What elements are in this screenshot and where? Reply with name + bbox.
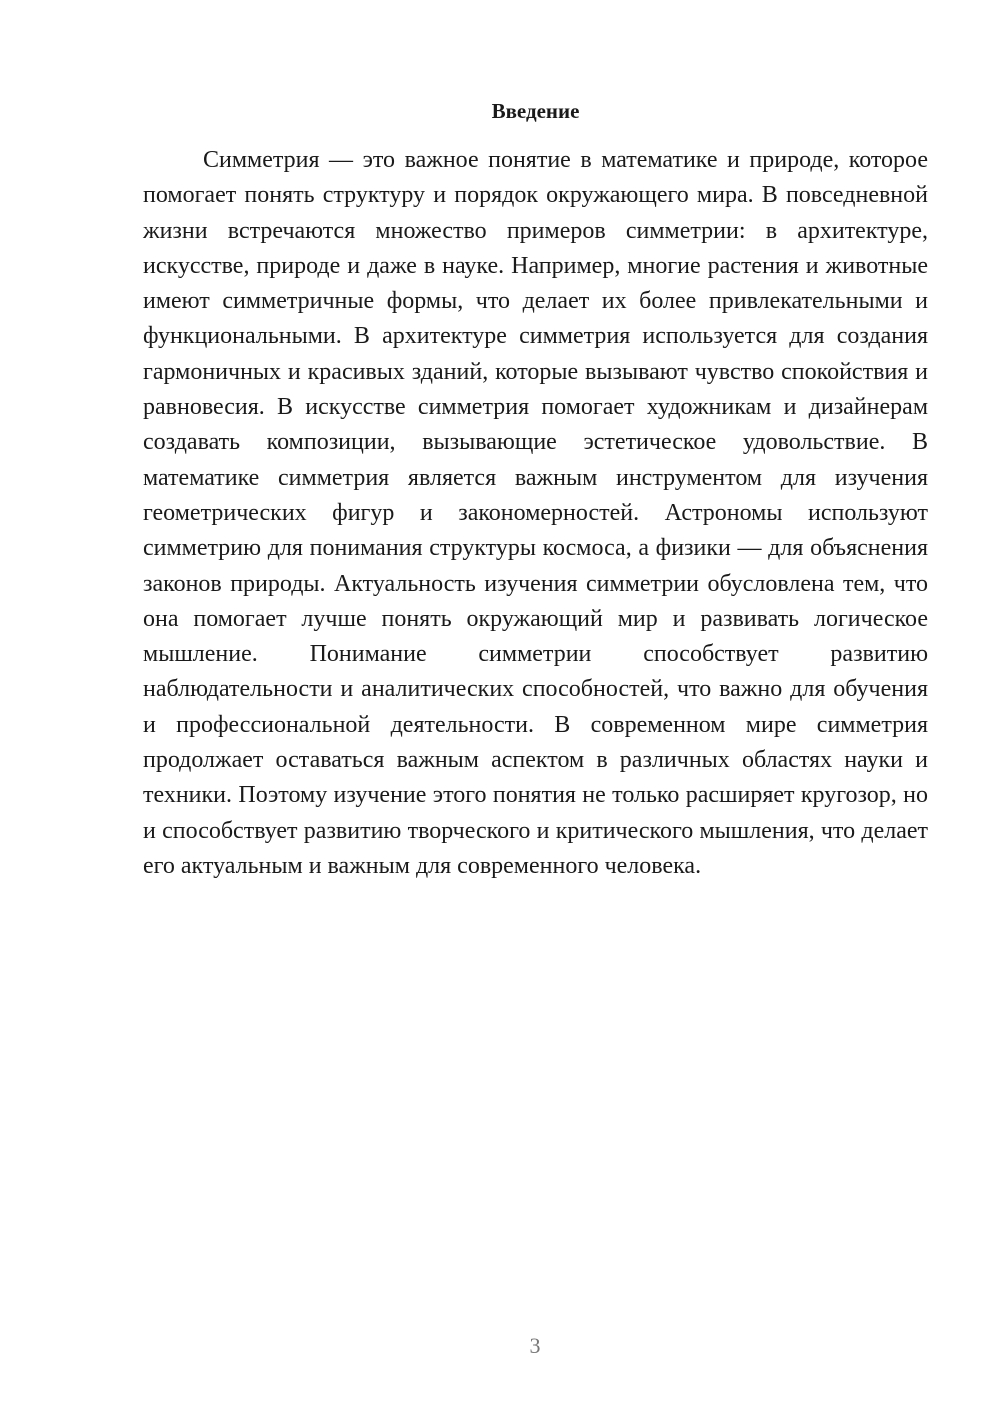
body-paragraph: Симметрия — это важное понятие в математике и природе, которое помогает понять структуру и порядок окружающего мира. В повседневной жизни встречаются множество примеров симметрии: в архитектуре, искусстве, природе и даже в науке. Например, многие растения и животные имеют симметричные формы, что делает их более привлекательными и функциональными. В архитектуре симметрия используется для создания гармоничных и красивых зданий, которые вызывают чувство спокойствия и равновесия. В искусстве симметрия помогает художникам и дизайнерам создавать композиции, вызывающие эстетическое удовольствие. В математике симметрия является важным инструментом для изучения геометрических фигур и закономерностей. Астрономы используют симметрию для понимания структуры космоса, а физики — для объяснения законов природы. Актуальность изучения симметрии обусловлена тем, что она помогает лучше понять окружающий мир и развивать логическое мышление. Понимание симметрии способствует развитию наблюдательности и аналитических способностей, что важно для обучения и профессиональной деятельности. В современном мире симметрия продолжает оставаться важным аспектом в различных областях науки и техники. Поэтому изучение этого понятия не только расширяет кругозор, но и способствует развитию творческого и критического мышления, что делает его актуальным и важным для современного человека. [143, 147, 928, 879]
section-heading: Введение [491, 99, 580, 123]
page-number: 3 [529, 1333, 541, 1358]
